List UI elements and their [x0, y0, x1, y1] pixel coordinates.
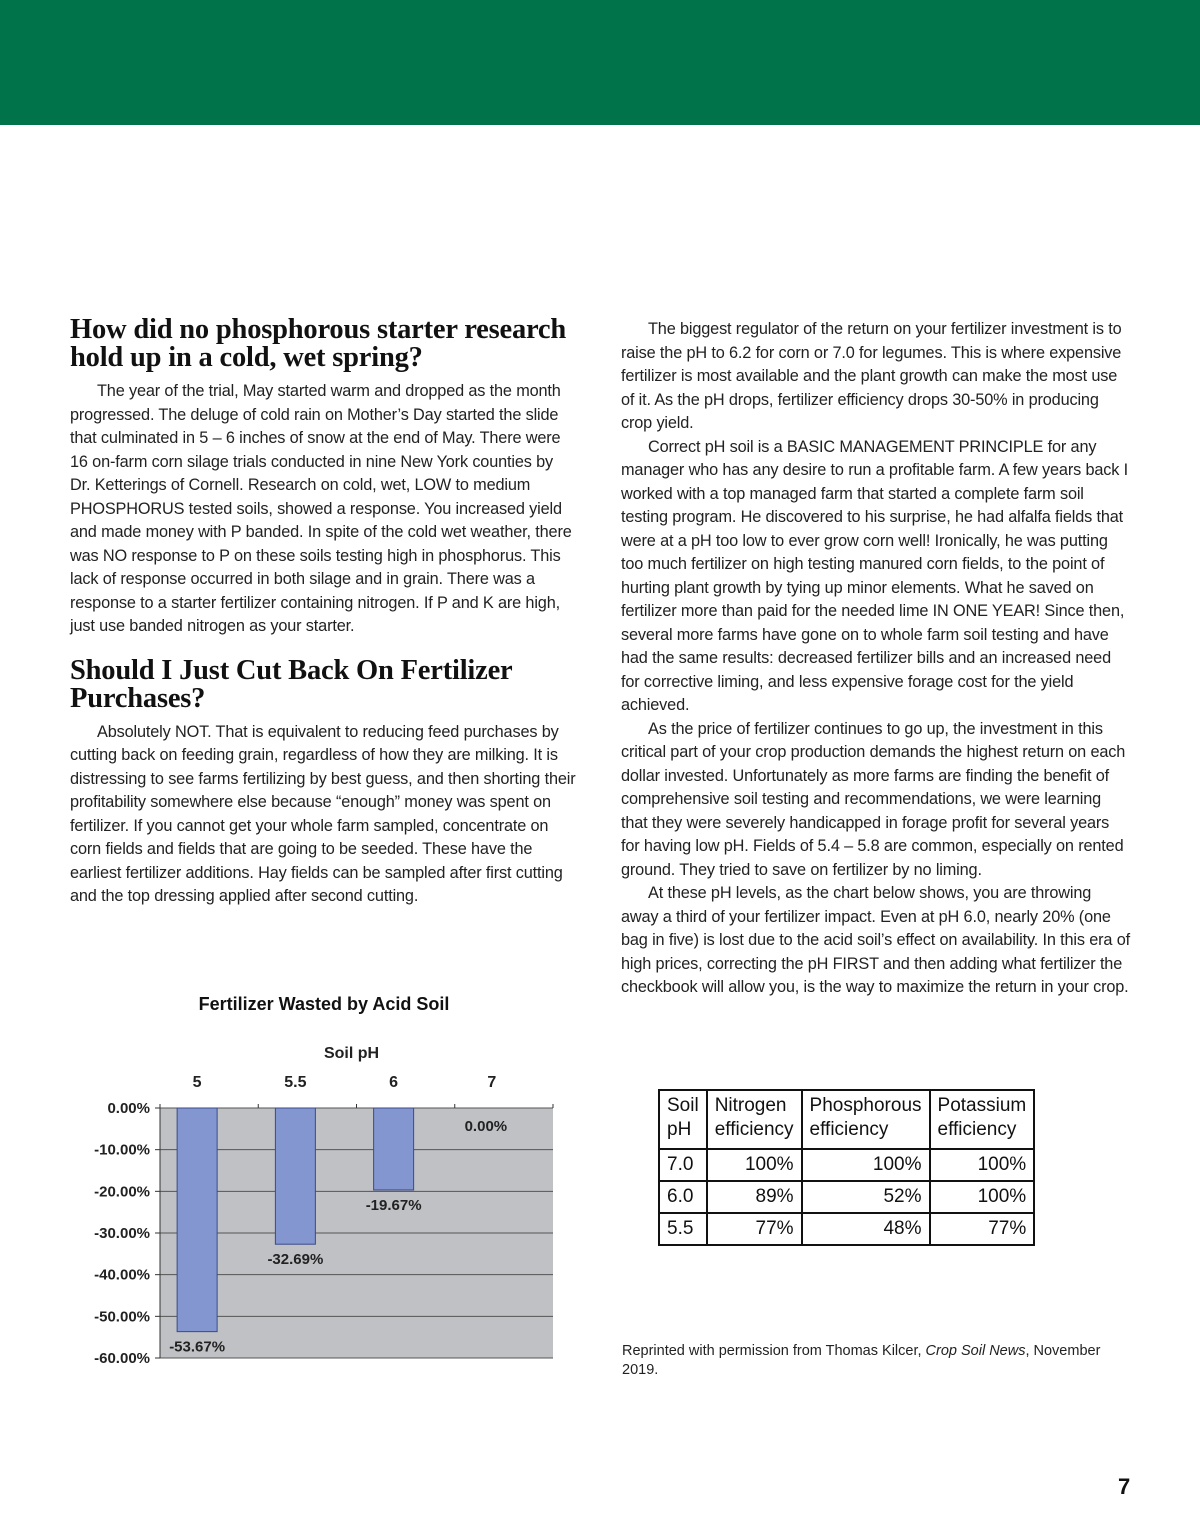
reprint-publication: Crop Soil News: [925, 1343, 1026, 1359]
table-header-text: Nitrogen: [714, 1095, 787, 1116]
table-cell: 100%: [930, 1149, 1035, 1181]
paragraph-trial: The year of the trial, May started warm and dropped as the month progressed. The deluge of cold rain on Mother’s Day started the slide that culminated in 5 – 6 inches of snow at the end of May. There were 16 on-farm corn silage trials conducted in nine New York counties by Dr. Ketterings of Cornell. Research on cold, wet, LOW to medium PHOSPHORUS tested soils, showed a response. You increased yield and made money with P banded. In spite of the cold wet weather, there was NO response to P on these soils testing high in phosphorus. This lack of response occurred in both silage and in grain. There was a response to a starter fertilizer containing nitrogen. If P and K are high, just use banded nitrogen as your starter.: [70, 382, 572, 635]
table-header-text: Soil: [667, 1095, 699, 1116]
table-header-text: Phosphorous: [809, 1095, 922, 1116]
table-header-text: efficiency: [937, 1119, 1017, 1140]
table-cell: 77%: [930, 1213, 1035, 1245]
x-tick-label: 6: [389, 1074, 399, 1091]
table-cell: 48%: [802, 1213, 930, 1245]
table-cell: 100%: [802, 1149, 930, 1181]
table-header-cell: [930, 1090, 1035, 1149]
heading-cut-back: Should I Just Cut Back On Fertilizer Purchases?: [70, 654, 512, 714]
paragraph-price-of-fertilizer: As the price of fertilizer continues to go up, the investment in this critical part of your crop production demands the highest return on each dollar invested. Unfortunately as more farms are finding the benefit of comprehensive soil testing and recommendations, we were learning that they were severely handicapped in forage profit for several years for having low pH. Fields of 5.4 – 5.8 are common, especially on rented ground. They tried to save on fertilizer by no liming.: [621, 719, 1126, 879]
y-tick-label: -50.00%: [94, 1308, 150, 1326]
y-tick-label: -60.00%: [94, 1350, 150, 1367]
table-header-cell: [802, 1090, 930, 1149]
reprint-suffix: , November 2019.: [622, 1343, 1101, 1378]
header-band: [0, 0, 1200, 125]
table-header-text: pH: [667, 1119, 692, 1140]
table-cell: 89%: [707, 1181, 802, 1213]
table-header-text: Potassium: [937, 1095, 1027, 1116]
table-header-cell: [659, 1090, 707, 1149]
paragraph-biggest-regulator: The biggest regulator of the return on your fertilizer investment is to raise the pH to 6.2 for corn or 7.0 for legumes. This is where expensive fertilizer is most available and the plant growth can make the most use of it. As the pH drops, fertilizer efficiency drops 30-50% in producing crop yield.: [621, 320, 1122, 432]
table-cell: 7.0: [659, 1149, 707, 1181]
table-row: [659, 1213, 1034, 1245]
chart-title: Fertilizer Wasted by Acid Soil: [198, 994, 450, 1014]
data-label: -53.67%: [169, 1338, 226, 1356]
table-header-text: efficiency: [714, 1119, 794, 1140]
data-label: -32.69%: [267, 1251, 324, 1269]
paragraph-correct-ph: Correct pH soil is a BASIC MANAGEMENT PRINCIPLE for any manager who has any desire to run a profitable farm. A few years back I worked with a top managed farm that started a complete farm soil testing program. He discovered to his surprise, he had alfalfa fields that were at a pH too low to ever grow corn well! Ironically, he was putting too much fertilizer on high testing manured corn fields, to the point of hurting plant growth by tying up minor elements. What he saved on fertilizer more than paid for the needed lime IN ONE YEAR! Since then, several more farms have gone on to whole farm soil testing and have had the same results: decreased fertilizer bills and an increased need for corrective liming, and less expensive forage cost for the yield achieved.: [621, 437, 1129, 714]
right-column: [621, 318, 1131, 1000]
table-header-text: efficiency: [809, 1119, 889, 1140]
data-label: -19.67%: [365, 1196, 422, 1214]
table-cell: 100%: [707, 1149, 802, 1181]
paragraph-ph-levels: At these pH levels, as the chart below shows, you are throwing away a third of your fertilizer impact. Even at pH 6.0, nearly 20% (one bag in five) is lost due to the acid soil’s effect on availability. In this era of high prices, correcting the pH FIRST and then adding what fertilizer the checkbook will allow you, is the way to maximize the return in your crop.: [621, 884, 1130, 996]
paragraph-absolutely-not: Absolutely NOT. That is equivalent to reducing feed purchases by cutting back on feeding grain, regardless of how they are milking. It is distressing to see farms fertilizing by best guess, and then shorting their profitability somewhere else because “enough” money was spent on fertilizer. If you cannot get your whole farm sampled, concentrate on corn fields and fields that are going to be seeded. These have the earliest fertilizer additions. Hay fields can be sampled after first cutting and the top dressing applied after second cutting.: [70, 722, 576, 905]
reprint-credit: [622, 1342, 1132, 1380]
table-cell: 77%: [707, 1213, 802, 1245]
y-tick-label: -10.00%: [94, 1141, 150, 1159]
page-number: 7: [1118, 1474, 1131, 1499]
table-row: [659, 1149, 1034, 1181]
bar: [177, 1108, 217, 1332]
table-cell: 52%: [802, 1181, 930, 1213]
y-tick-label: -30.00%: [94, 1225, 150, 1242]
x-tick-label: 5: [192, 1074, 202, 1091]
y-tick-label: -40.00%: [94, 1266, 150, 1284]
efficiency-table: [658, 1089, 1035, 1246]
efficiency-table-wrap: [658, 1089, 1035, 1246]
y-tick-label: -20.00%: [94, 1183, 150, 1201]
acid-soil-bar-chart: [70, 1030, 570, 1375]
x-tick-label: 7: [487, 1074, 497, 1091]
bar: [374, 1108, 414, 1190]
table-cell: 100%: [930, 1181, 1035, 1213]
x-tick-label: 5.5: [284, 1074, 307, 1091]
data-label: 0.00%: [464, 1118, 508, 1135]
table-header-row: [659, 1090, 1034, 1149]
heading-phosphorous-starter: How did no phosphorous starter research hold up in a cold, wet spring?: [70, 314, 567, 373]
left-column: [70, 316, 576, 909]
bar: [275, 1108, 315, 1244]
table-header-cell: [707, 1090, 802, 1149]
x-axis-title: Soil pH: [323, 1045, 380, 1062]
reprint-prefix: Reprinted with permission from Thomas Kilcer,: [622, 1343, 926, 1359]
table-cell: 5.5: [659, 1213, 707, 1245]
y-tick-label: 0.00%: [107, 1100, 150, 1117]
table-cell: 6.0: [659, 1181, 707, 1213]
table-row: [659, 1181, 1034, 1213]
